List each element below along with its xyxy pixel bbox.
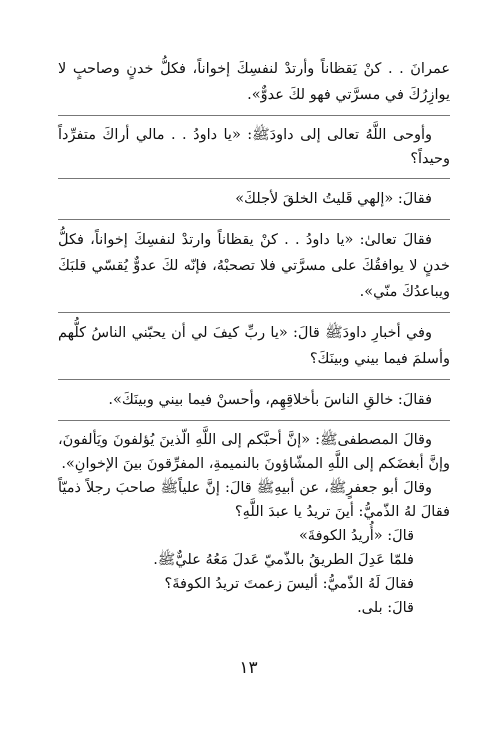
paragraph-3: فقالَ: «إلهي قَليتُ الخلقَ لأجلكَ» <box>235 191 432 207</box>
paragraph-9: قالَ: «أُريدُ الكوفةَ» <box>298 528 414 544</box>
paragraph-10: فلمّا عَدِلَ الطريقُ بالذّميّ عَدلَ مَعُهُ عليٌّﷺ. <box>153 552 414 568</box>
paragraph-8: وقالَ أبو جعفرٍﷺ، عن أبيهِﷺ قالَ: إنَّ علياًﷺ صاحبَ رجلاً ذميّاً فقالَ لهُ الذّميُّ: أينَ تريدُ يا عبدَ اللَّهِ؟ <box>58 480 450 520</box>
paragraph-6: فقالَ: خالقِ الناسَ بأخلاقِهِم، وأحسنْ فيما بيني وبينَكَ». <box>108 392 432 408</box>
page-number: ١٣ <box>239 658 258 678</box>
separator-line <box>58 178 450 179</box>
separator-line <box>58 420 450 421</box>
paragraph-4: فقالَ تعالىٰ: «يا داودُ . . كنْ يقظاناً وارتدْ لنفسِكَ إخواناً، فكلُّ خدنٍ لا يوافقُكَ على مسرَّتي فلا تصحبْهُ، فإنّه لكَ عدوٌّ يُقسّي قلبَكَ ويباعدُكَ منّي». <box>58 232 450 300</box>
paragraph-2: وأوحى اللَّهُ تعالى إلى داودَﷺ: «يا داودُ . . مالي أراكَ متفرِّداً وحيداً؟ <box>58 127 450 167</box>
separator-line <box>58 312 450 313</box>
page-body <box>58 56 450 620</box>
paragraph-1: عمرانَ . . كنْ يَقظاناً وأرتدْ لنفسِكَ إخواناً، فكلُّ خدنٍ وصاحبٍ لا يوازِرُكَ في مسرَّتي فهو لكَ عدوٌّ». <box>58 61 450 103</box>
separator-line <box>58 115 450 116</box>
paragraph-7: وقالَ المصطفىﷺ: «إنَّ أحبَّكم إلى اللَّهِ الّذينَ يُؤلفونَ ويَألفونَ، وإنَّ أبغضَكم إلى اللَّهِ المشّاؤونَ بالنميمةِ، المفرِّقونَ بينَ الإخوانِ». <box>58 432 450 472</box>
paragraph-11: فقالَ لَهُ الذّميُّ: أليسَ زعمتَ تريدُ الكوفةَ؟ <box>164 576 414 592</box>
separator-line <box>58 379 450 380</box>
separator-line <box>58 219 450 220</box>
paragraph-12: قالَ: بلى. <box>357 600 414 616</box>
paragraph-5: وفي أخبارِ داودَﷺ قالَ: «يا ربِّ كيفَ لي أن يحبّني الناسُ كلُّهم وأسلمَ فيما بيني وبينَكَ؟ <box>58 325 450 367</box>
